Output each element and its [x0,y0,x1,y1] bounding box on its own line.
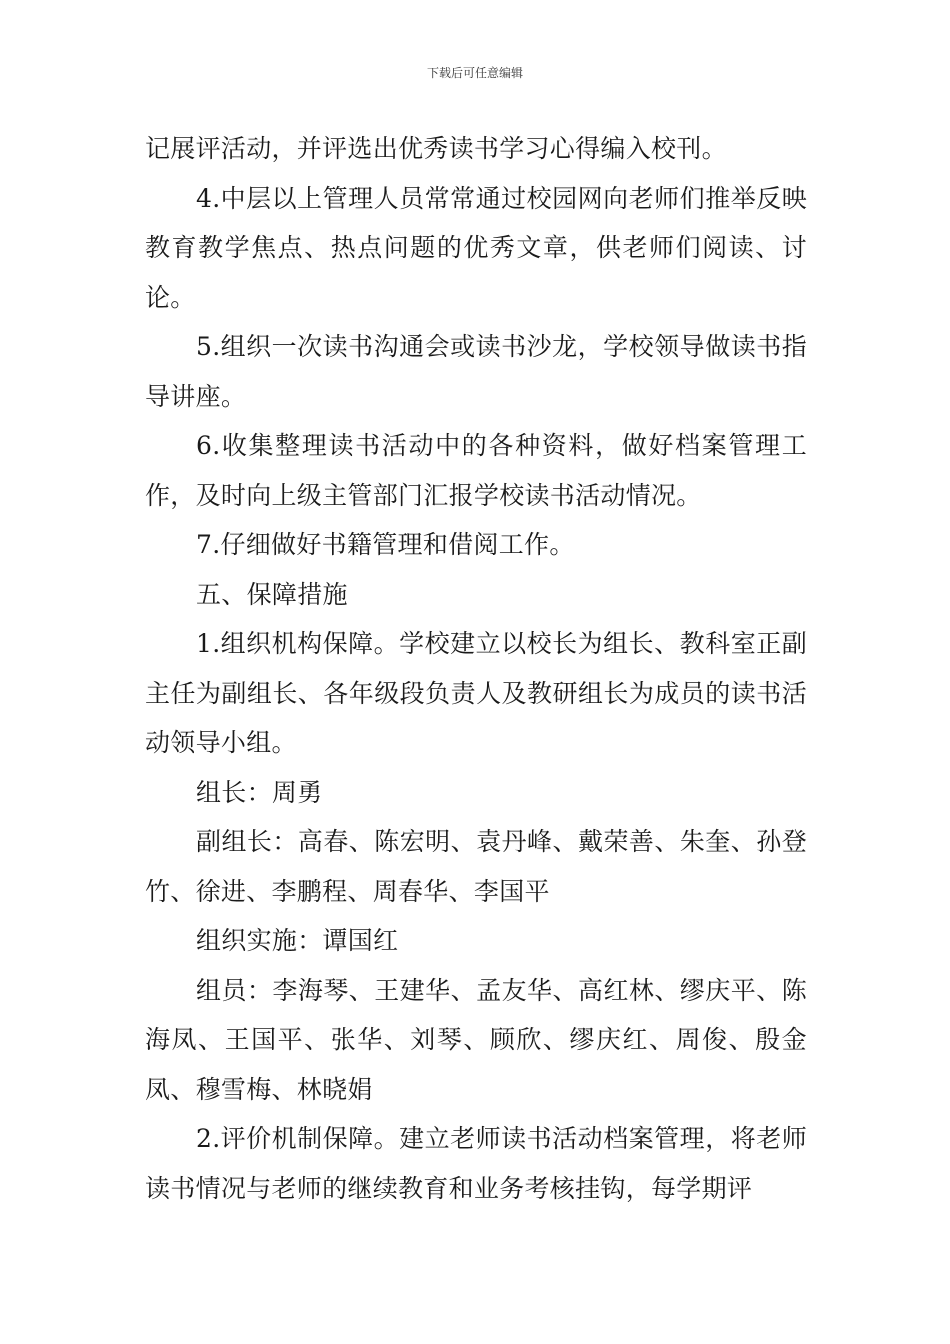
paragraph-members: 组员：李海琴、王建华、孟友华、高红林、缪庆平、陈海凤、王国平、张华、刘琴、顾欣、缪庆红、周俊、殷金凤、穆雪梅、林晓娟 [145,975,807,1104]
paragraph-item-6: 6.收集整理读书活动中的各种资料，做好档案管理工作，及时向上级主管部门汇报学校读书活动情况。 [145,431,807,510]
paragraph-implementation: 组织实施：谭国红 [196,926,399,955]
paragraph-item-5: 5.组织一次读书沟通会或读书沙龙，学校领导做读书指导讲座。 [145,332,807,411]
paragraph-item-7: 7.仔细做好书籍管理和借阅工作。 [196,530,575,559]
paragraph-item-4: 4.中层以上管理人员常常通过校园网向老师们推举反映教育教学焦点、热点问题的优秀文章，供老师们阅读、讨论。 [145,183,807,312]
paragraph-continuation: 记展评活动，并评选出优秀读书学习心得编入校刊。 [145,134,727,163]
document-body [145,124,807,1213]
section-heading-safeguards: 五、保障措施 [196,579,348,609]
paragraph-evaluation-safeguard: 2.评价机制保障。建立老师读书活动档案管理，将老师读书情况与老师的继续教育和业务考核挂钩，每学期评 [145,1124,807,1203]
paragraph-deputy-leaders: 副组长：高春、陈宏明、袁丹峰、戴荣善、朱奎、孙登竹、徐进、李鹏程、周春华、李国平 [145,827,807,906]
paragraph-group-leader: 组长：周勇 [196,777,323,807]
page-header-note: 下载后可任意编辑 [426,66,523,80]
paragraph-organization-safeguard: 1.组织机构保障。学校建立以校长为组长、教科室正副主任为副组长、各年级段负责人及教研组长为成员的读书活动领导小组。 [145,629,807,757]
